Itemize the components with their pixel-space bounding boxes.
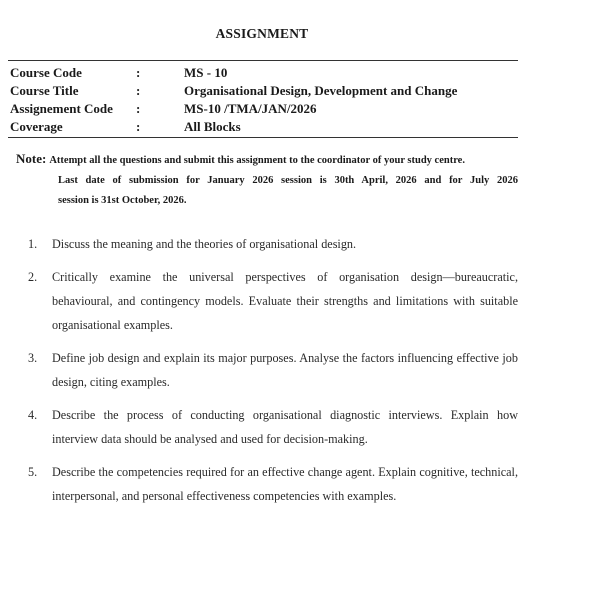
coverage-value: All Blocks <box>184 119 241 134</box>
question-item <box>28 403 518 451</box>
coverage-label: Coverage <box>10 119 63 134</box>
question-text: Define job design and explain its major purposes. Analyse the factors influencing effective job design, citing examples. <box>52 351 518 389</box>
course-info-table <box>8 60 518 138</box>
course-code-label: Course Code <box>10 65 82 80</box>
question-number: 5. <box>28 465 38 479</box>
assignment-code-value: MS-10 /TMA/JAN/2026 <box>184 101 317 116</box>
note-text: Attempt all the questions and submit this assignment to the coordinator of your study centre. <box>49 155 465 166</box>
question-list <box>28 232 518 517</box>
course-title-row <box>8 82 518 100</box>
separator-colon: : <box>136 101 141 116</box>
question-text: Discuss the meaning and the theories of organisational design. <box>52 237 357 251</box>
question-item <box>28 265 518 337</box>
note-line <box>16 149 518 171</box>
page-title: ASSIGNMENT <box>215 26 309 41</box>
note-line: Last date of submission for January 2026 session is 30th April, 2026 and for July 2026 <box>58 175 518 186</box>
note-line: session is 31st October, 2026. <box>58 195 187 206</box>
separator-colon: : <box>136 83 141 98</box>
question-text: Describe the process of conducting organisational diagnostic interviews. Explain how interview data should be analysed and used for decision-making. <box>52 408 518 446</box>
question-text: Describe the competencies required for an effective change agent. Explain cognitive, technical, interpersonal, and personal effectiveness competencies with examples. <box>52 465 518 503</box>
question-number: 4. <box>28 408 38 422</box>
separator-colon: : <box>136 119 141 134</box>
question-number: 2. <box>28 270 38 284</box>
assignment-code-label: Assignement Code <box>10 101 113 116</box>
separator-colon: : <box>136 65 141 80</box>
submission-note <box>16 149 518 211</box>
course-code-value: MS - 10 <box>184 65 228 80</box>
note-prefix: Note: <box>16 151 47 166</box>
assignment-code-row <box>8 100 518 118</box>
question-number: 3. <box>28 351 38 365</box>
question-item <box>28 346 518 394</box>
question-text: Critically examine the universal perspectives of organisation design—bureaucratic, behavioural, and contingency models. Evaluate their strengths and limitations with suitable organisational examples. <box>52 270 518 332</box>
question-item <box>28 460 518 508</box>
question-number: 1. <box>28 237 38 251</box>
course-code-row <box>8 64 518 82</box>
course-title-value: Organisational Design, Development and Change <box>184 83 458 98</box>
coverage-row <box>8 118 518 136</box>
question-item <box>28 232 518 256</box>
course-title-label: Course Title <box>10 83 79 98</box>
